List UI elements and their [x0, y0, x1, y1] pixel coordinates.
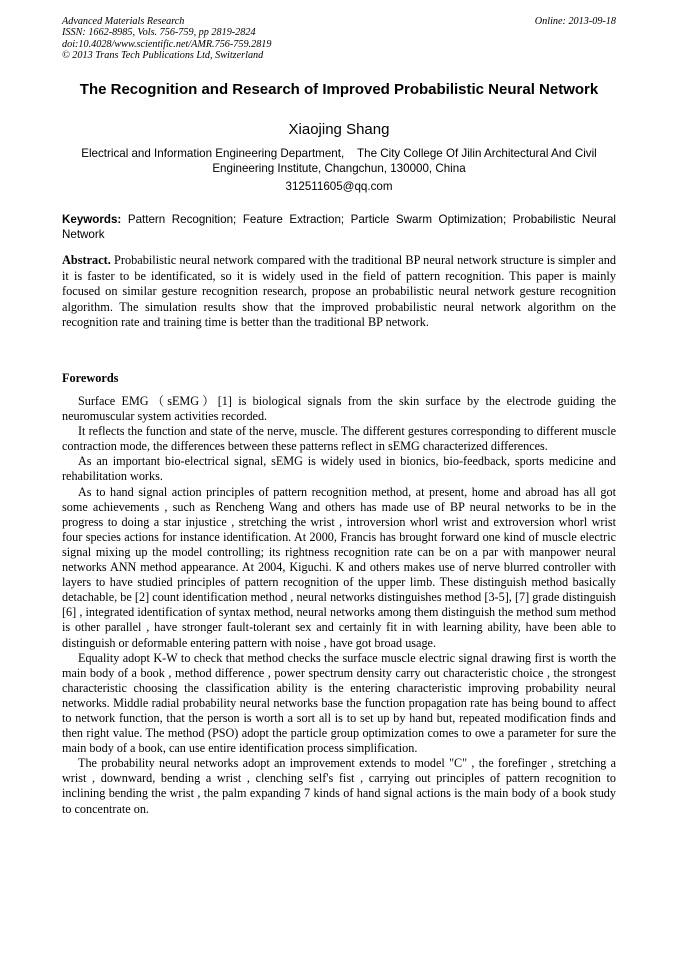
abstract-label: Abstract. [62, 253, 111, 267]
author-name: Xiaojing Shang [288, 121, 390, 138]
body-paragraph: It reflects the function and state of the nerve, muscle. The different gestures corresponding to different muscle contraction mode, the differences between these patterns reflect in sEMG characterized differences. [62, 424, 616, 454]
journal-header [62, 16, 616, 62]
doi-line: doi:10.4028/www.scientific.net/AMR.756-759.2819 [62, 38, 272, 50]
body-paragraph: The probability neural networks adopt an improvement extends to model "C" , the forefinger , stretching a wrist , downward, bending a wrist , clenching self's fist , carrying out principles of pattern recognition to inclining bending the wrist , the palm expanding 7 kinds of hand signal actions is the main body of a book study to concentrate on. [62, 756, 616, 816]
issn-line: ISSN: 1662-8985, Vols. 756-759, pp 2819-2824 [62, 27, 256, 39]
paper-title: The Recognition and Research of Improved Probabilistic Neural Network [79, 81, 599, 98]
body-paragraph: Surface EMG（sEMG）[1] is biological signals from the skin surface by the electrode guiding the neuromuscular system activities recorded. [62, 394, 616, 424]
keywords-label: Keywords: [62, 213, 122, 226]
copyright-line: © 2013 Trans Tech Publications Ltd, Switzerland [62, 50, 264, 62]
body-paragraph: Equality adopt K-W to check that method checks the surface muscle electric signal drawing first is worth the main body of a book , method difference , power spectrum density carry out characteristic choice , the strongest characteristic choosing the classification ability is the entering characteristic improving probability neural networks. Middle radial probability neural networks base the function propagation rate has being bound to affect to network function, that the person is worth a sort all is to set up by hand but, repeated modification finds and then right value. The method (PSO) adopt the particle group optimization comes to owe a parameter for sure the main body of a book, can use entire identification process simplification. [62, 650, 616, 756]
author-email: 312511605@qq.com [285, 180, 393, 193]
online-date: Online: 2013-09-18 [534, 16, 616, 27]
body-text [62, 394, 616, 817]
section-heading: Forewords [62, 371, 119, 385]
affiliation: Electrical and Information Engineering Department, The City College Of Jilin Architectural And Civil Engineering Institute, Changchun, 130000, China [81, 147, 597, 175]
body-paragraph: As to hand signal action principles of pattern recognition method, at present, home and abroad has all got some achievements , such as Rencheng Wang and others has made use of BP neural networks to be in the progress to doing a star injustice , stretching the wrist , introversion whorl wrist and extroversion whorl wrist four species actions for instance identification. At 2000, Francis has brought forward one kind of muscle electric signal mixing up the model controlling; its rightness recognition rate can be on a par with manpower neural networks ANN method appearance. At 2004, Kiguchi. K and others makes use of nerve blurred controller with layers to have studied principles of pattern recognition of the upper limb. These distinguish method basically detachable, be [2] count identification method , neural networks distinguishes method [3-5], [7] grade distinguish [6] , integrated identification of syntax method, neural networks among them distinguish the method sum method is other parallel , have stronger fault-tolerant sex and certainly fit in with learning ability, have been able to distinguish or deformable entering pattern with noise , have got broad usage. [62, 484, 616, 650]
body-paragraph: As an important bio-electrical signal, sEMG is widely used in bionics, bio-feedback, sports medicine and rehabilitation works. [62, 454, 616, 484]
keywords-text: Pattern Recognition; Feature Extraction; Particle Swarm Optimization; Probabilistic Neural Network [62, 213, 616, 241]
keywords [62, 213, 616, 242]
abstract-text: Probabilistic neural network compared with the traditional BP neural network structure is simpler and it is faster to be identificated, so it is widely used in the field of pattern recognition. This paper is mainly focused on similar gesture recognition research, propose an probabilistic neural network gesture recognition algorithm. The simulation results show that the improved probabilistic neural network algorithm on the recognition rate and training time is better than the traditional BP network. [62, 253, 616, 329]
abstract [62, 253, 616, 331]
journal-name: Advanced Materials Research [62, 16, 185, 27]
